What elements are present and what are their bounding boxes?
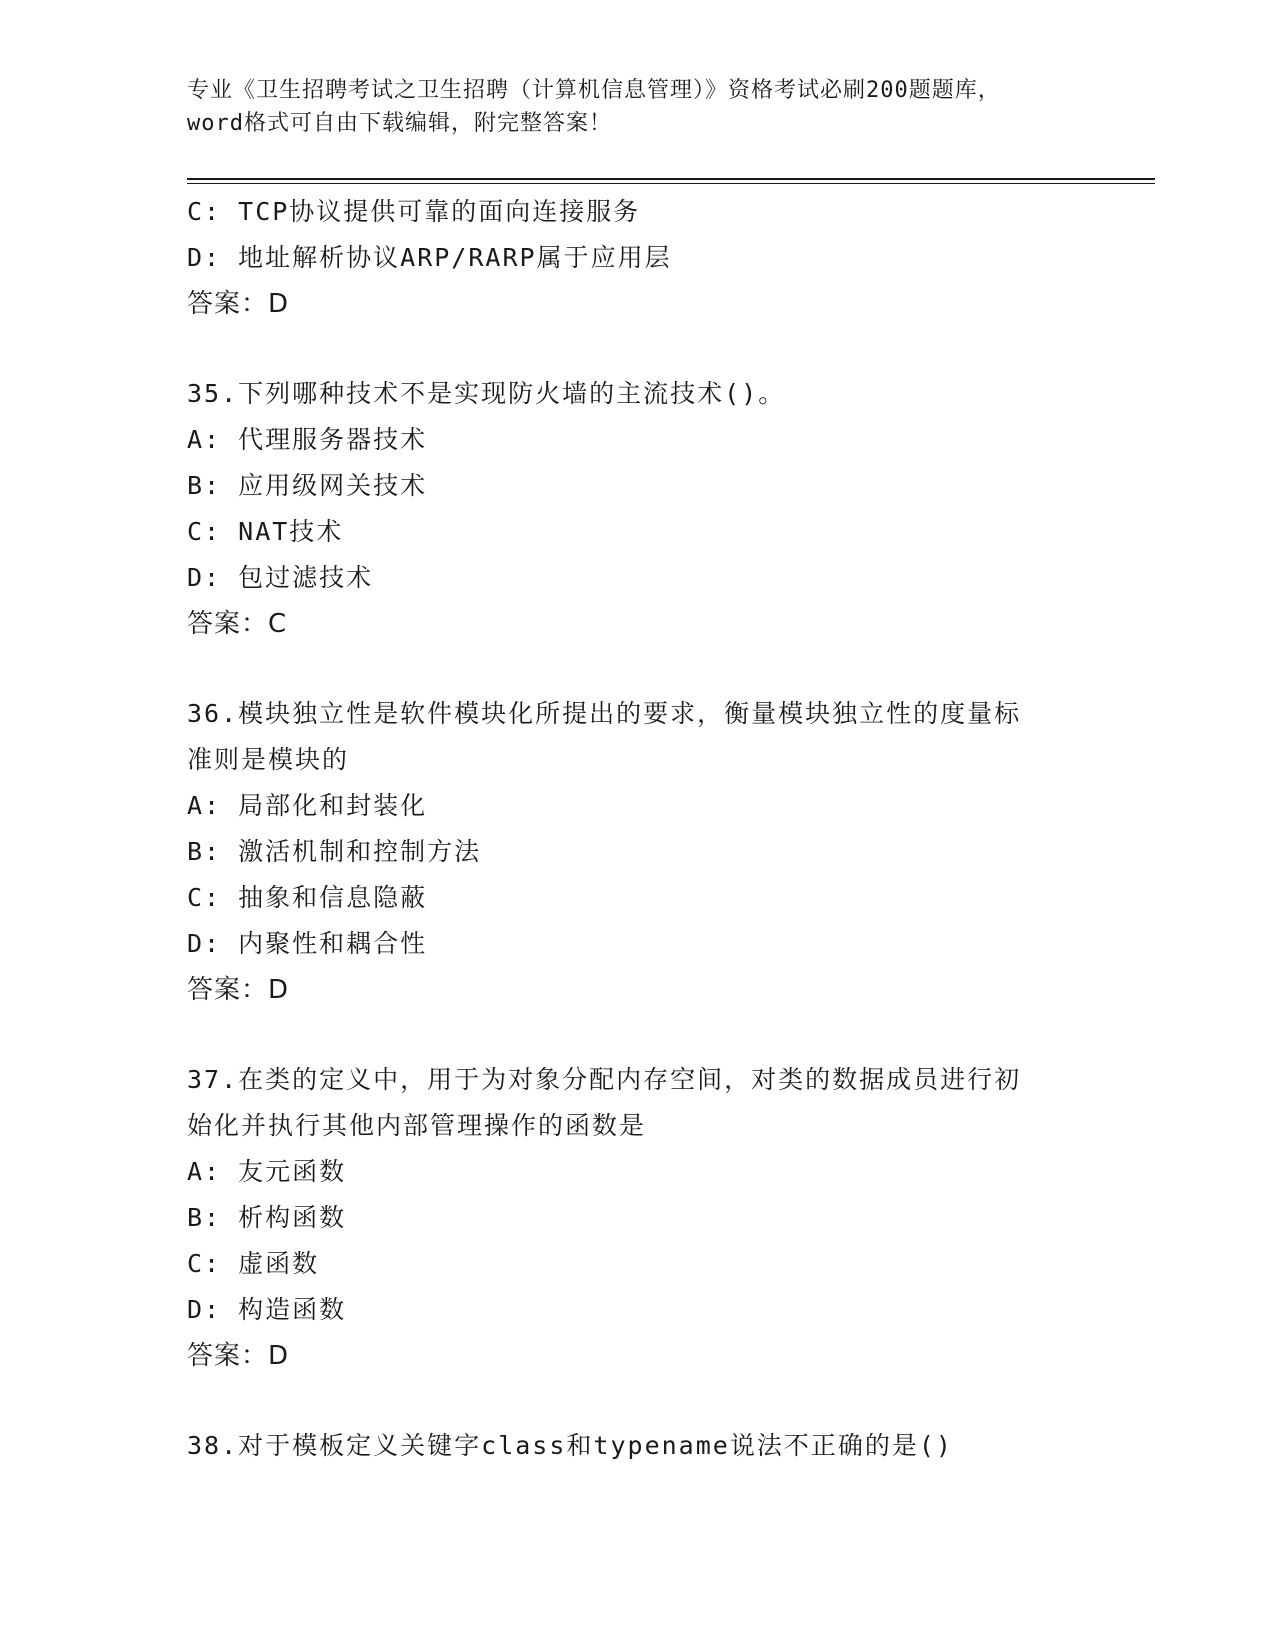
- option-c: C: 抽象和信息隐蔽: [187, 883, 428, 912]
- question-stem-line-2: 准则是模块的: [187, 745, 350, 774]
- question-stem: 38.对于模板定义关键字class和typename说法不正确的是(): [187, 1431, 953, 1460]
- question-stem-line-2: 始化并执行其他内部管理操作的函数是: [187, 1111, 647, 1140]
- header-rule-thin: [187, 183, 1155, 184]
- question-content: [187, 189, 1087, 1469]
- option-b: B: 应用级网关技术: [187, 471, 428, 500]
- header-rule-thick: [187, 178, 1155, 180]
- option-d: D: 内聚性和耦合性: [187, 929, 428, 958]
- question-stem-line-1: 37.在类的定义中，用于为对象分配内存空间，对类的数据成员进行初: [187, 1065, 1022, 1094]
- option-c: C: NAT技术: [187, 517, 344, 546]
- question-stem-line-1: 36.模块独立性是软件模块化所提出的要求，衡量模块独立性的度量标: [187, 699, 1022, 728]
- question-35: [187, 371, 1087, 647]
- option-d: D: 包过滤技术: [187, 563, 374, 592]
- header-title-line: 专业《卫生招聘考试之卫生招聘（计算机信息管理）》资格考试必刷200题题库，: [187, 78, 1001, 103]
- header-subtitle-line: word格式可自由下载编辑，附完整答案！: [187, 111, 612, 136]
- option-c: C: 虚函数: [187, 1249, 320, 1278]
- question-gap: [187, 327, 1087, 371]
- option-d: D: 地址解析协议ARP/RARP属于应用层: [187, 243, 672, 272]
- answer-line: 答案：D: [187, 1341, 290, 1371]
- question-36: [187, 691, 1087, 1013]
- question-34-tail: [187, 189, 1087, 327]
- document-header: [187, 74, 1087, 140]
- option-b: B: 激活机制和控制方法: [187, 837, 482, 866]
- question-gap: [187, 1379, 1087, 1423]
- option-b: B: 析构函数: [187, 1203, 347, 1232]
- option-d: D: 构造函数: [187, 1295, 347, 1324]
- question-gap: [187, 1013, 1087, 1057]
- answer-line: 答案：D: [187, 975, 290, 1005]
- option-a: A: 友元函数: [187, 1157, 347, 1186]
- answer-line: 答案：C: [187, 609, 288, 639]
- option-a: A: 局部化和封装化: [187, 791, 428, 820]
- question-38: [187, 1423, 1087, 1469]
- answer-line: 答案：D: [187, 289, 290, 319]
- question-stem: 35.下列哪种技术不是实现防火墙的主流技术()。: [187, 379, 786, 408]
- option-a: A: 代理服务器技术: [187, 425, 428, 454]
- option-c: C: TCP协议提供可靠的面向连接服务: [187, 197, 641, 226]
- question-37: [187, 1057, 1087, 1379]
- question-gap: [187, 647, 1087, 691]
